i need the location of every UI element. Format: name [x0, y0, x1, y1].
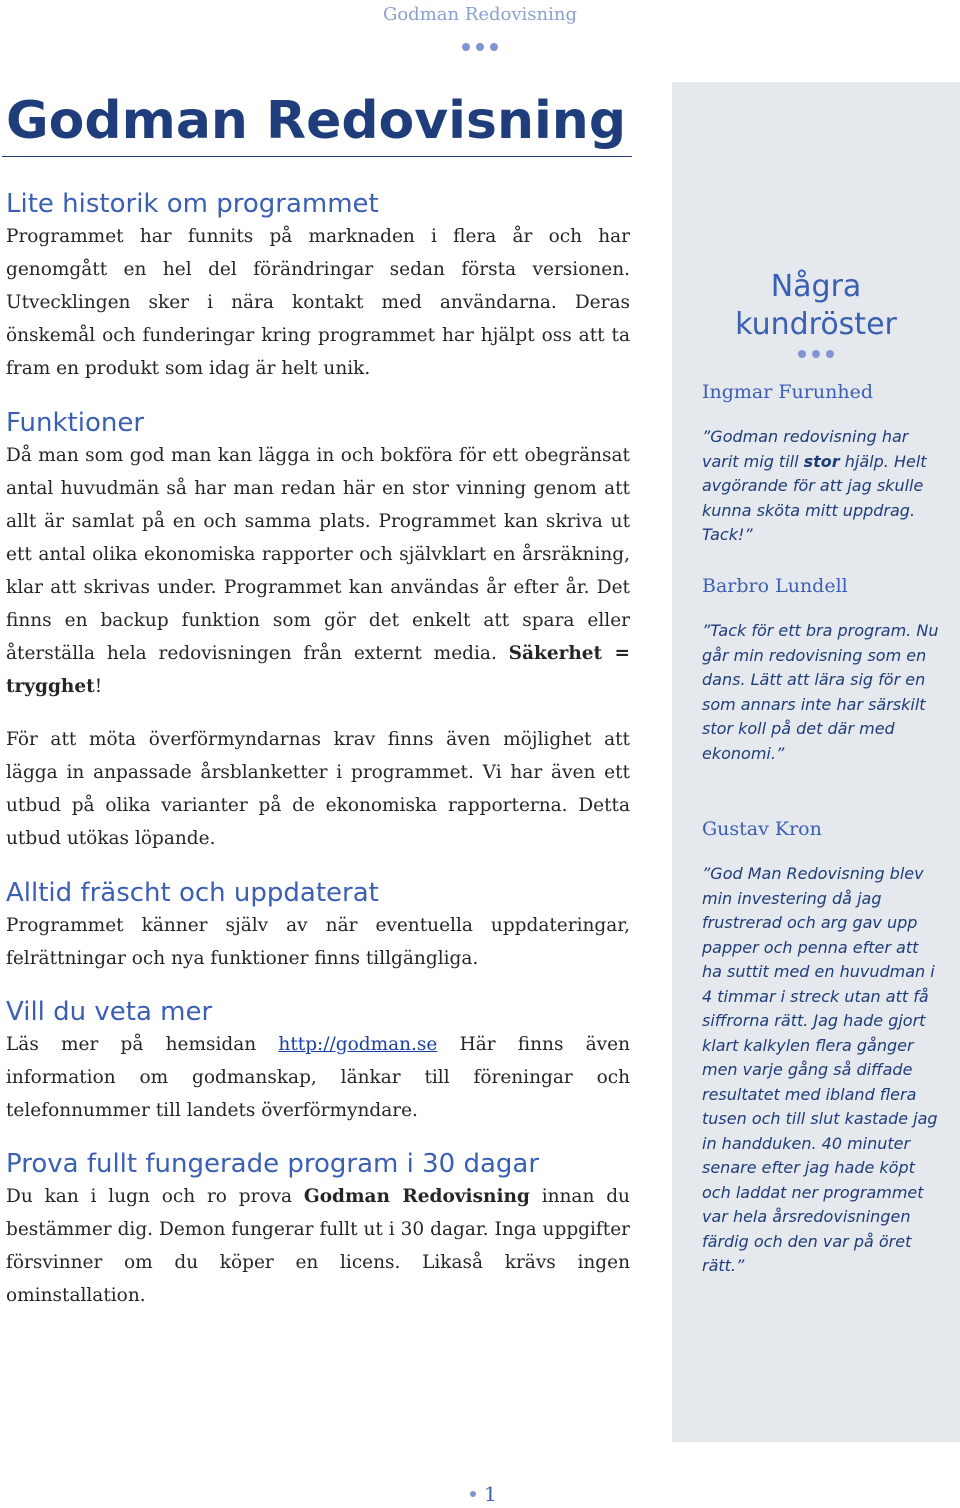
bold-slogan: Säkerhet = trygghet: [6, 643, 630, 697]
quote-bold: stor: [803, 451, 840, 471]
dot-icon: [826, 350, 834, 358]
quote-part: ”Godman redovisning har varit mig till: [702, 427, 909, 471]
vill-text-after: Här finns även information om godmanskap, länkar till föreningar och telefonnummer till landets överförmyndare.: [6, 1034, 630, 1121]
section-text-2: För att möta överförmyndarnas krav finns även möjlighet att lägga in anpassade årsblanketter i programmet. Vi har även ett utbud på olika varianter på de ekonomiska rapporterna. Detta utbud utökas löpande.: [6, 729, 630, 849]
dot-icon: [462, 43, 470, 51]
page-title: Godman Redovisning: [6, 91, 627, 151]
sidebar-title-line2: kundröster: [735, 307, 897, 342]
section-alltid: [6, 877, 630, 975]
testimonial-quote: ”Tack för ett bra program. Nu går min redovisning som en dans. Lätt att lära sig för en som annars inte har särskilt stor koll på det där med ekonomi.”: [702, 621, 939, 763]
prova-text-before: Du kan i lugn och ro prova: [6, 1186, 293, 1207]
sidebar-title: [672, 268, 960, 344]
section-text: [6, 1028, 630, 1127]
header-title: Godman Redovisning: [382, 4, 578, 25]
testimonial-name: Ingmar Furunhed: [702, 381, 873, 403]
title-divider: [2, 156, 632, 157]
section-heading: Funktioner: [6, 408, 145, 438]
website-link[interactable]: http://godman.se: [278, 1034, 438, 1055]
dot-icon: [812, 350, 820, 358]
quote-part: hjälp. Helt avgörande för att jag skulle kunna sköta mitt uppdrag. Tack!”: [702, 451, 927, 544]
page-number-value: 1: [484, 1482, 497, 1506]
sidebar-title-line1: Några: [770, 269, 862, 304]
section-funktioner: [6, 407, 630, 855]
funktioner-text: Då man som god man kan lägga in och bokföra för ett obegränsat antal huvudmän så har man redan här en stor vinning genom att allt är samlat på en och samma plats. Programmet kan skriva ut ett antal olika ekonomiska rapporter och självklart en årsräkning, klar att skrivas under. Programmet kan användas år efter år. Det finns en backup funktion som gör det enkelt att spara eller återställa hela redovisningen från externt media.: [6, 445, 630, 664]
page-number: [470, 1482, 497, 1506]
section-vill: [6, 996, 630, 1127]
vill-text-before: Läs mer på hemsidan: [6, 1034, 257, 1055]
dot-icon: [476, 43, 484, 51]
section-heading: Prova fullt fungerade program i 30 dagar: [6, 1149, 540, 1179]
section-heading: Lite historik om programmet: [6, 189, 379, 219]
testimonial-name: Gustav Kron: [702, 818, 822, 840]
testimonial: [702, 816, 942, 1279]
section-historik: [6, 188, 630, 385]
dot-icon: [798, 350, 806, 358]
testimonial: [702, 573, 942, 766]
testimonial-quote: [702, 425, 942, 548]
section-text: Programmet har funnits på marknaden i flera år och har genomgått en hel del förändringar sedan första versionen. Utvecklingen sker i nära kontakt med användarna. Deras önskemål och funderingar kring programmet har hjälpt oss att ta fram en produkt som idag är helt unik.: [6, 226, 630, 379]
section-text: [6, 1180, 630, 1312]
product-name: Godman Redovisning: [303, 1186, 530, 1207]
header-dots: [0, 43, 960, 51]
bullet-icon: [470, 1491, 476, 1497]
testimonial: [702, 379, 942, 548]
main-content: [6, 86, 630, 1306]
testimonial-name: Barbro Lundell: [702, 575, 848, 597]
section-prova: [6, 1148, 630, 1312]
testimonial-quote: ”God Man Redovisning blev min investering då jag frustrerad och arg gav upp papper och penna efter att ha suttit med en huvudman i 4 timmar i streck utan att få siffrorna rätt. Jag hade gjort klart kalkylen flera gånger men varje gång så diffade resultatet med ibland flera tusen och till slut kastade jag in handduken. 40 minuter senare efter jag hade köpt och laddat ner programmet var hela årsredovisningen färdig och den var på öret rätt.”: [702, 864, 938, 1275]
section-text: [6, 439, 630, 703]
sidebar-dots: [672, 350, 960, 358]
section-heading: Alltid fräscht och uppdaterat: [6, 878, 379, 908]
section-heading: Vill du veta mer: [6, 997, 213, 1027]
slogan-suffix: !: [94, 676, 103, 697]
section-text: Programmet känner själv av när eventuella uppdateringar, felrättningar och nya funktioner finns tillgängliga.: [6, 915, 630, 969]
prova-text-after: innan du bestämmer dig. Demon fungerar fullt ut i 30 dagar. Inga uppgifter försvinner om du köper en licens. Likaså krävs ingen ominstallation.: [6, 1186, 630, 1306]
dot-icon: [490, 43, 498, 51]
testimonials-sidebar: [672, 82, 960, 1442]
